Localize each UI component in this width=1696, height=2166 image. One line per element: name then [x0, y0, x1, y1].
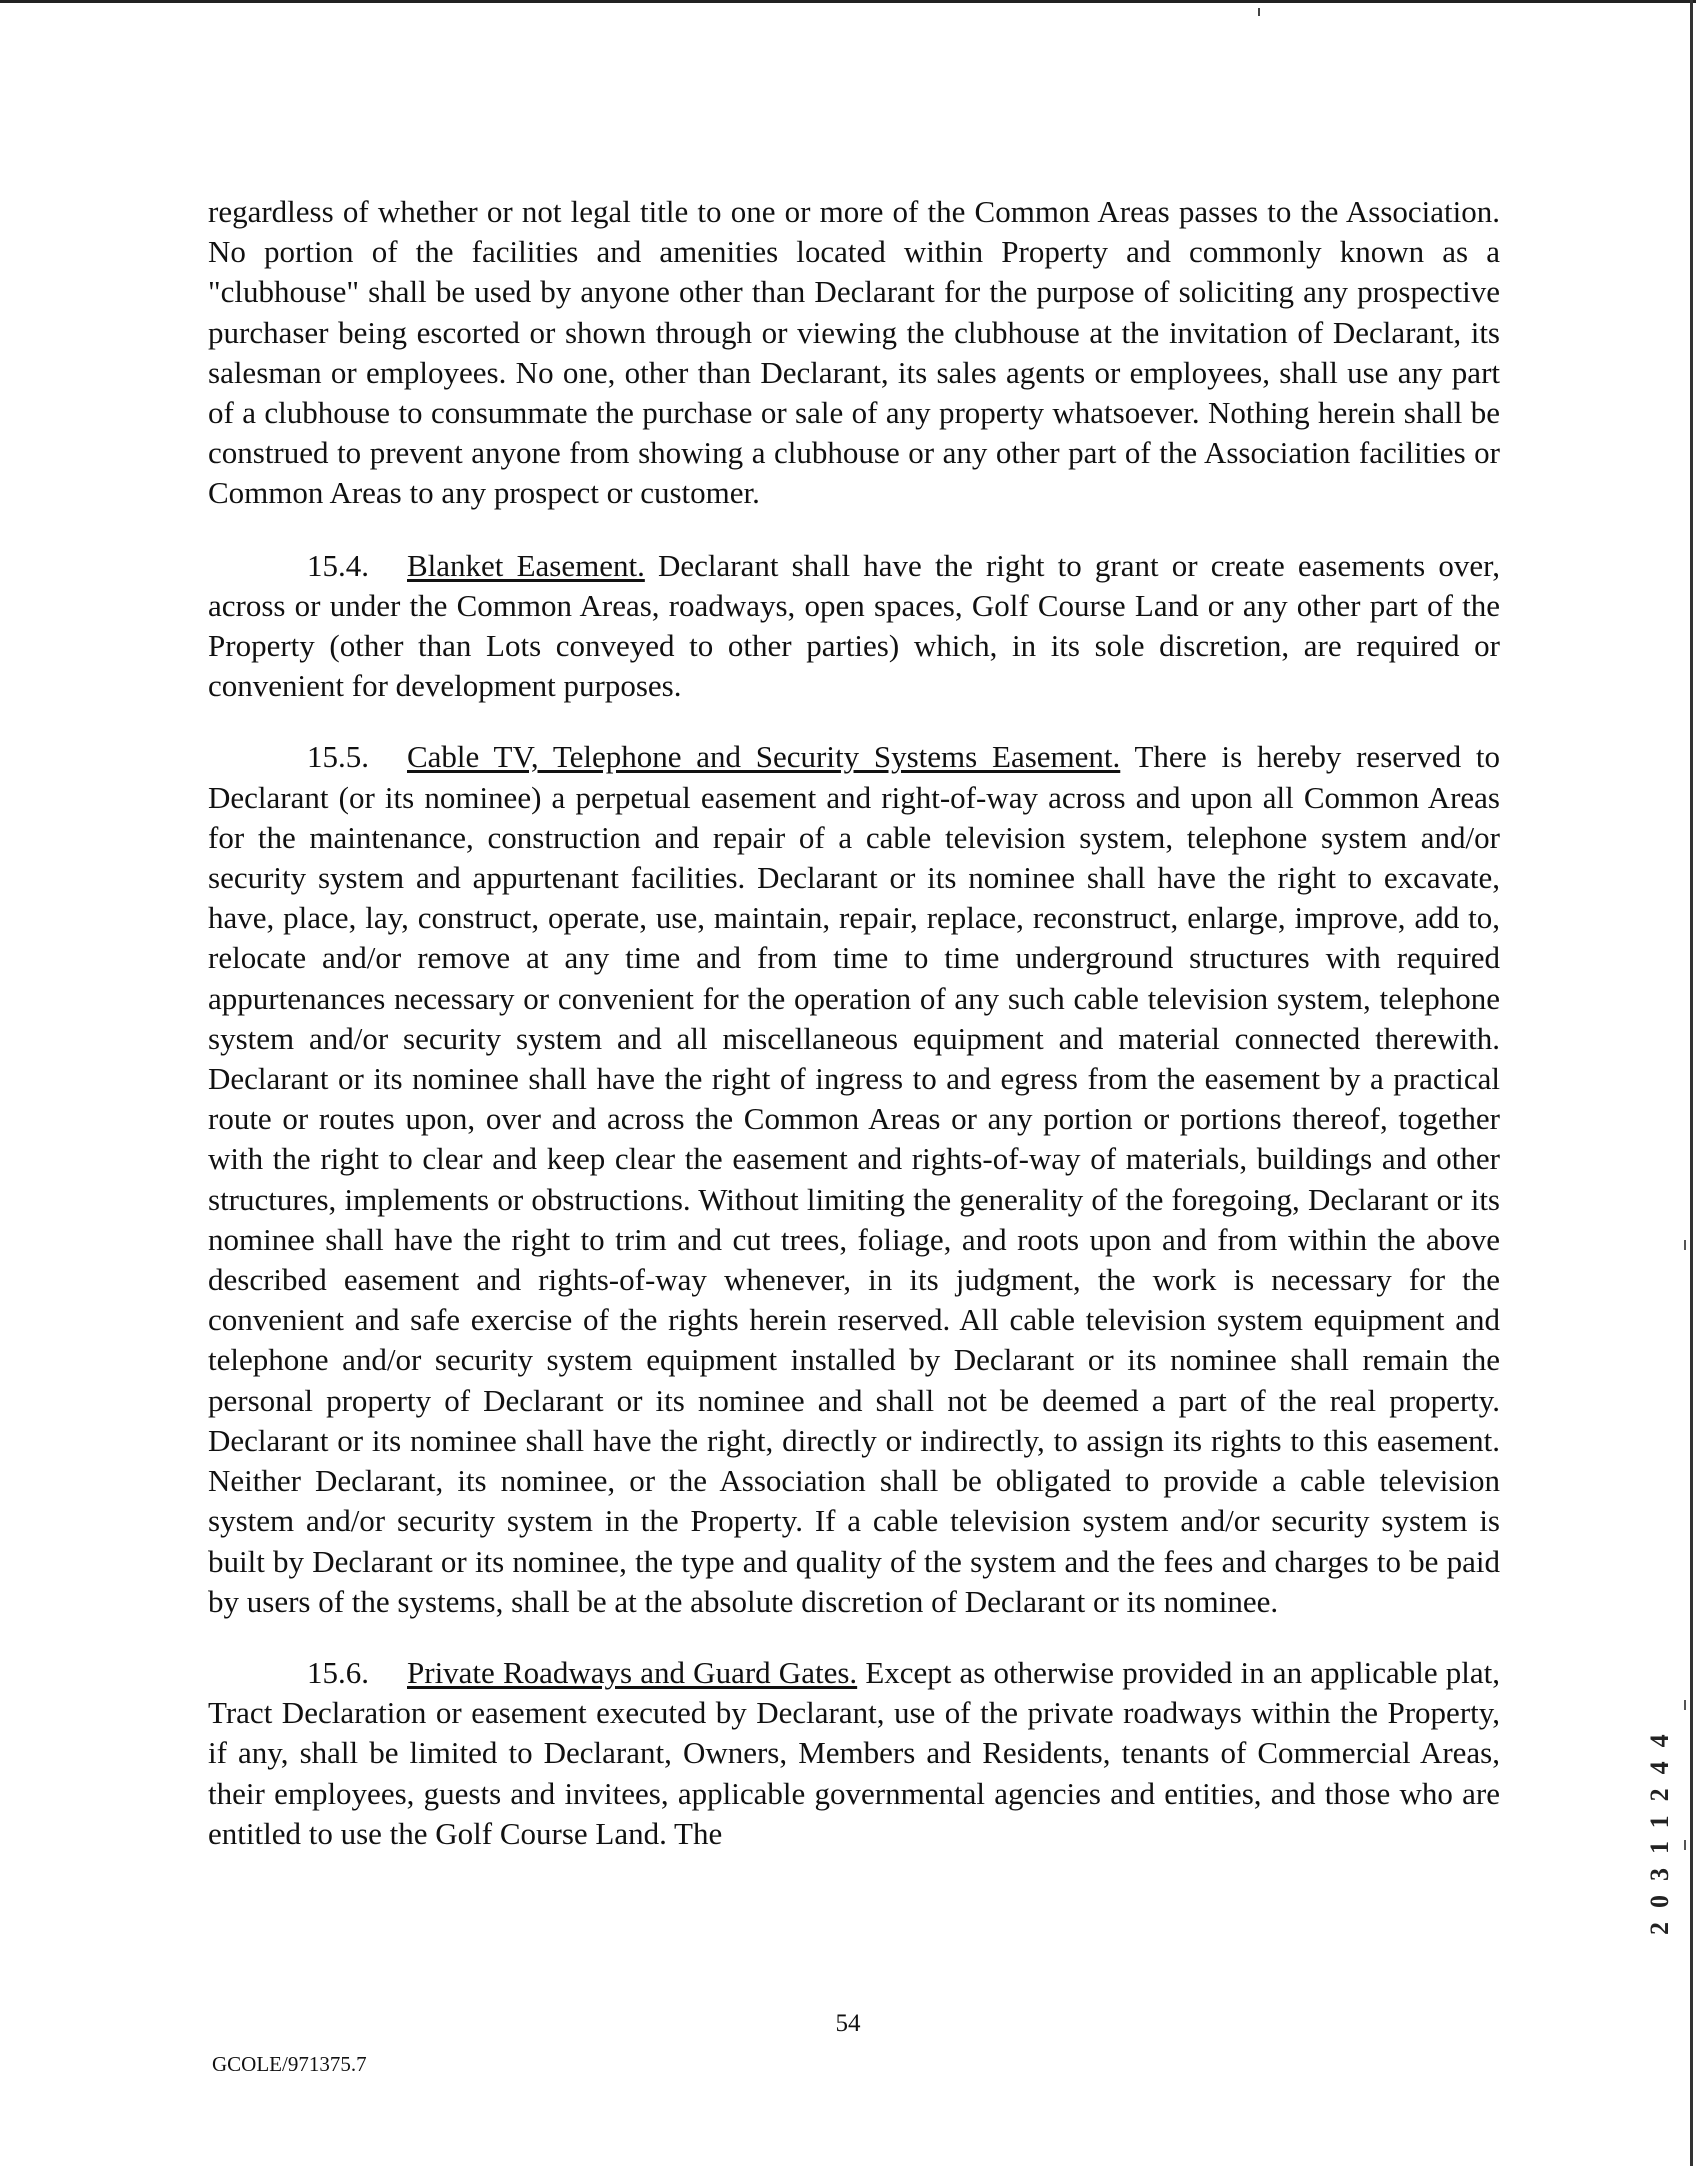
scan-edge-top — [0, 0, 1696, 3]
scan-edge-right — [1690, 0, 1693, 2166]
section-text: Declarant shall have the right to grant or create easements over, across or under the Common Areas, roadways, open spaces, Golf Course Land or any other part of the Property (other than Lots conveyed to other parties) which, in its sole discretion, are required or convenient for development purposes. — [208, 547, 1500, 704]
scan-tick — [1684, 1240, 1686, 1250]
page-number: 54 — [835, 2010, 861, 2037]
section-number: 15.6. — [307, 1654, 369, 1690]
document-id: GCOLE/971375.7 — [212, 2052, 367, 2076]
section-number: 15.5. — [307, 739, 369, 775]
side-stamp-text: 20311244 — [1645, 1720, 1674, 1935]
section-number: 15.4. — [307, 547, 369, 583]
section-15-4 — [208, 546, 1500, 707]
paragraph-text: regardless of whether or not legal title to one or more of the Common Areas passes to the Association. No portion of the facilities and amenities located within Property and commonly known as a "clubhouse" shall be used by anyone other than Declarant for the purpose of soliciting any prospective purchaser being escorted or shown through or viewing the clubhouse at the invitation of Declarant, its salesman or employees. No one, other than Declarant, its sales agents or employees, shall use any part of a clubhouse to consummate the purchase or sale of any property whatsoever. Nothing herein shall be construed to prevent anyone from showing a clubhouse or any other part of the Association facilities or Common Areas to any prospect or customer. — [208, 194, 1500, 511]
section-15-6 — [208, 1653, 1500, 1854]
section-heading: Cable TV, Telephone and Security Systems Easement. — [407, 739, 1121, 775]
section-text: Except as otherwise provided in an applicable plat, Tract Declaration or easement executed by Declarant, use of the private roadways within the Property, if any, shall be limited to Declarant, Owners, Members and Residents, tenants of Commercial Areas, their employees, guests and invitees, applicable governmental agencies and entities, and those who are entitled to use the Golf Course Land. The — [208, 1654, 1500, 1851]
section-heading: Private Roadways and Guard Gates. — [407, 1654, 858, 1690]
section-heading: Blanket Easement. — [407, 547, 645, 583]
section-15-5 — [208, 737, 1500, 1621]
side-stamp — [1640, 1580, 1680, 1940]
paragraph-continuation — [208, 192, 1500, 514]
scan-tick — [1684, 1840, 1686, 1850]
side-stamp-graphic — [1640, 1580, 1680, 1940]
scan-tick — [1684, 1700, 1686, 1710]
document-body — [208, 192, 1500, 1885]
scan-mark — [1258, 8, 1260, 16]
section-text: There is hereby reserved to Declarant (or its nominee) a perpetual easement and right-of-way across and upon all Common Areas for the maintenance, construction and repair of a cable television system, telephone system and/or security system and appurtenant facilities. Declarant or its nominee shall have the right to excavate, have, place, lay, construct, operate, use, maintain, repair, replace, reconstruct, enlarge, improve, add to, relocate and/or remove at any time and from time to time underground structures with required appurtenances necessary or convenient for the operation of any such cable television system, telephone system and/or security system and all miscellaneous equipment and material connected therewith. Declarant or its nominee shall have the right of ingress to and egress from the easement by a practical route or routes upon, over and across the Common Areas or any portion or portions thereof, together with the right to clear and keep clear the easement and rights-of-way of materials, buildings and other structures, implements or obstructions. Without limiting the generality of the foregoing, Declarant or its nominee shall have the right to trim and cut trees, foliage, and roots upon and from within the above described easement and rights-of-way whenever, in its judgment, the work is necessary for the convenient and safe exercise of the rights herein reserved. All cable television system equipment and telephone and/or security system equipment installed by Declarant or its nominee shall remain the personal property of Declarant or its nominee and shall not be deemed a part of the real property. Declarant or its nominee shall have the right, directly or indirectly, to assign its rights to this easement. Neither Declarant, its nominee, or the Association shall be obligated to provide a cable television system and/or security system in the Property. If a cable television system and/or security system is built by Declarant or its nominee, the type and quality of the system and the fees and charges to be paid by users of the systems, shall be at the absolute discretion of Declarant or its nominee. — [208, 739, 1500, 1619]
